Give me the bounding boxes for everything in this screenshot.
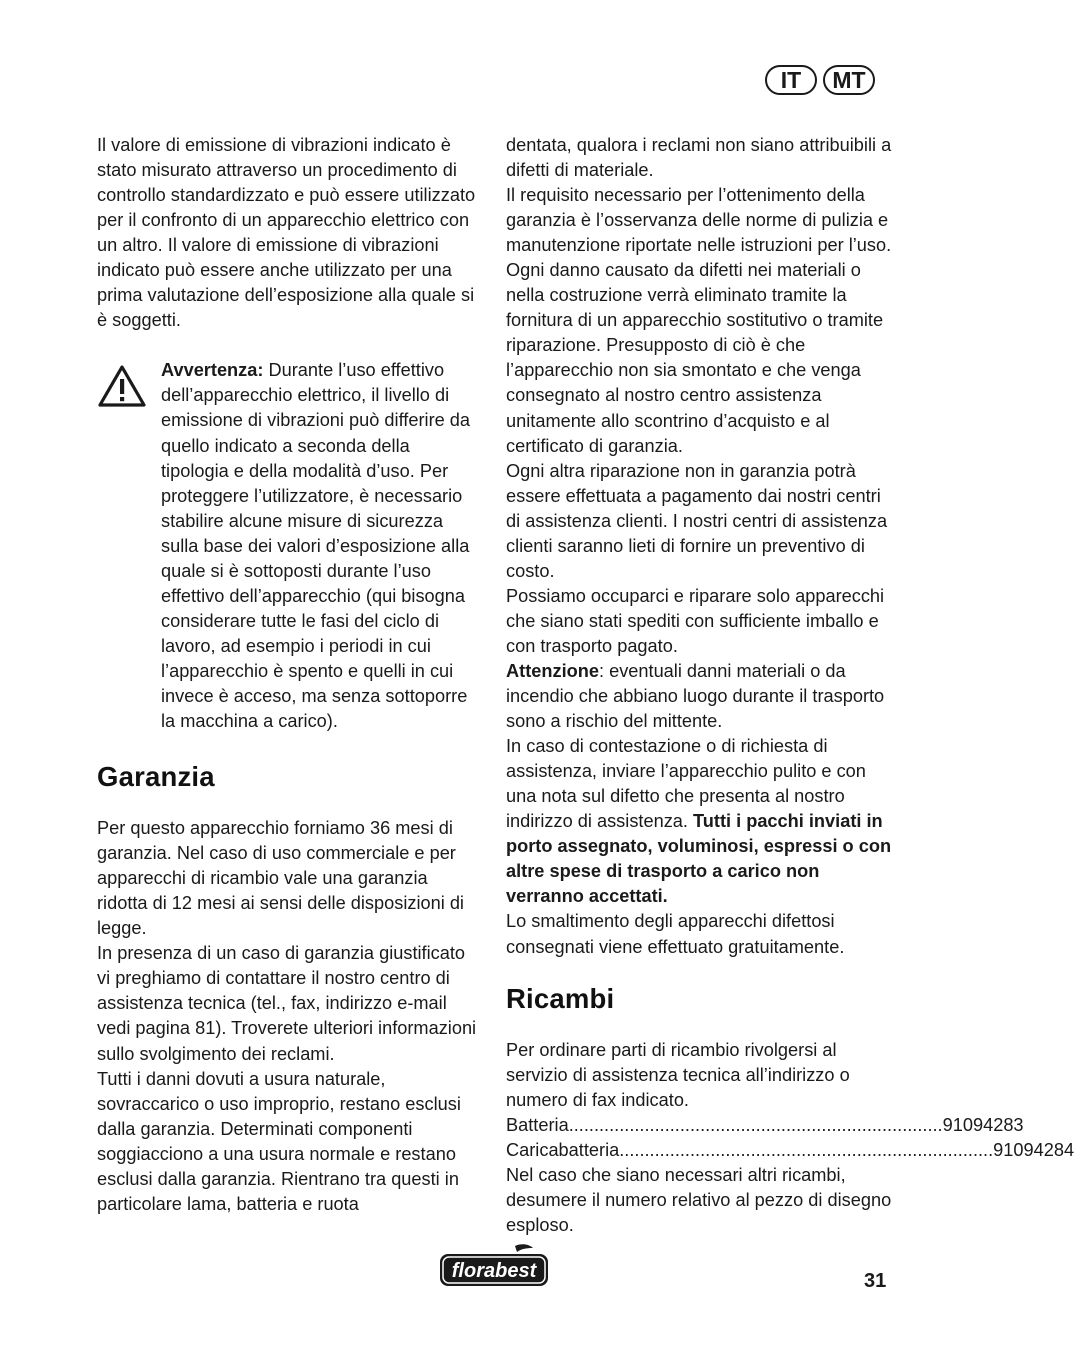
- part-dots: ..........................................................................: [568, 1114, 943, 1135]
- florabest-logo: [437, 1243, 551, 1294]
- attention-paragraph: [506, 659, 894, 734]
- left-column: [97, 133, 482, 1217]
- warning-body: Durante l’uso effettivo dell’apparecchio elettrico, il livello di emissione di vibrazioni può differire da quello indicato a seconda della tipologia e della modalità d’uso. Per proteggere l’utilizzatore, è necessario stabilire alcune misure di sicurezza sulla base dei valori d’esposizione alla quale si è sottoposti durante l’uso effettivo dell’apparecchio (qui bisogna considerare tutte le fasi del ciclo di lavoro, ad esempio i periodi in cui l’apparecchio è spento e quelli in cui invece è acceso, ma senza sottoporre la macchina a carico).: [161, 360, 471, 732]
- attention-body: : eventuali danni materiali o da incendio che abbiano luogo durante il trasporto sono a rischio del mittente.: [506, 660, 885, 732]
- right-paragraph-2: Il requisito necessario per l’ottenimento della garanzia è l’osservanza delle norme di pulizia e manutenzione riportate nelle istruzioni per l’uso. Ogni danno causato da difetti nei materiali o nella costruzione verrà eliminato tramite la fornitura di un apparecchio sostitutivo o tramite riparazione. Presupposto di ciò è che l’apparecchio non sia smontato e che venga consegnato al nostro centro assistenza unitamente allo scontrino d’acquisto e al certificato di garanzia.: [506, 185, 892, 456]
- lang-badge-mt: MT: [823, 65, 875, 95]
- part-dots: ..........................................................................: [619, 1139, 994, 1160]
- warning-text: [161, 358, 482, 734]
- warning-block: [97, 358, 482, 734]
- warning-triangle-icon: [97, 358, 161, 734]
- part-row-batteria: [506, 1113, 1024, 1138]
- garanzia-paragraph-2: In presenza di un caso di garanzia giustificato vi preghiamo di contattare il nostro centro di assistenza tecnica (tel., fax, indirizzo e-mail vedi pagina 81). Troverete ulteriori informazioni sullo svolgimento dei reclami.: [97, 943, 477, 1064]
- ricambi-paragraph-2: Nel caso che siano necessari altri ricambi, desumere il numero relativo al pezzo di disegno esploso.: [506, 1164, 892, 1235]
- vibration-intro-paragraph: Il valore di emissione di vibrazioni indicato è stato misurato attraverso un procedimento di controllo standardizzato e può essere utilizzato per il confronto di un apparecchio elettrico con un altro. Il valore di emissione di vibrazioni indicato può essere anche utilizzato per una prima valutazione dell’esposizione alla quale si è soggetti.: [97, 135, 476, 331]
- part-name: Caricabatteria: [506, 1139, 620, 1160]
- right-paragraph-6: Lo smaltimento degli apparecchi difettosi consegnati viene effettuato gratuitamente.: [506, 911, 845, 957]
- right-paragraph-4: Possiamo occuparci e riparare solo apparecchi che siano stati spediti con sufficiente imballo e con trasporto pagato.: [506, 585, 885, 656]
- warning-label: Avvertenza:: [161, 360, 264, 381]
- svg-text:florabest: florabest: [451, 1260, 537, 1282]
- attention-label: Attenzione: [506, 660, 599, 681]
- lang-badge-it: IT: [765, 65, 817, 95]
- part-name: Batteria: [506, 1114, 569, 1135]
- part-code: 91094284: [993, 1139, 1074, 1160]
- page-number: 31: [864, 1270, 887, 1292]
- garanzia-paragraph-1: Per questo apparecchio forniamo 36 mesi di garanzia. Nel caso di uso commerciale e per apparecchi di ricambio vale una garanzia ridotta di 12 mesi ai sensi delle disposizioni di legge.: [97, 818, 464, 939]
- right-paragraph-3: Ogni altra riparazione non in garanzia potrà essere effettuata a pagamento dai nostri centri di assistenza clienti. I nostri centri di assistenza clienti saranno lieti di fornire un preventivo di costo.: [506, 460, 888, 581]
- garanzia-paragraph-3: Tutti i danni dovuti a usura naturale, sovraccarico o uso improprio, restano esclusi dalla garanzia. Determinati componenti soggiacciono a una usura normale e restano esclusi dalla garanzia. Rientrano tra questi in particolare lama, batteria e ruota: [97, 1068, 461, 1214]
- part-row-caricabatteria: [506, 1138, 1074, 1163]
- right-column: [506, 133, 1074, 1238]
- contestation-bold-text: Tutti i pacchi inviati in porto assegnato, voluminosi, espressi o con altre spese di trasporto a carico non verranno accettati.: [506, 811, 892, 907]
- contestation-text: In caso di contestazione o di richiesta di assistenza, inviare l’apparecchio pulito e con una nota sul difetto che presenta al nostro indirizzo di assistenza.: [506, 736, 866, 832]
- right-paragraph-1: dentata, qualora i reclami non siano attribuibili a difetti di materiale.: [506, 135, 892, 181]
- heading-ricambi: Ricambi: [506, 982, 615, 1014]
- right-paragraph-5: [506, 734, 894, 909]
- ricambi-paragraph-1: Per ordinare parti di ricambio rivolgersi al servizio di assistenza tecnica all’indirizzo o numero di fax indicato.: [506, 1039, 850, 1110]
- heading-garanzia: Garanzia: [97, 761, 215, 793]
- part-code: 91094283: [942, 1114, 1024, 1135]
- language-badges: [765, 65, 875, 95]
